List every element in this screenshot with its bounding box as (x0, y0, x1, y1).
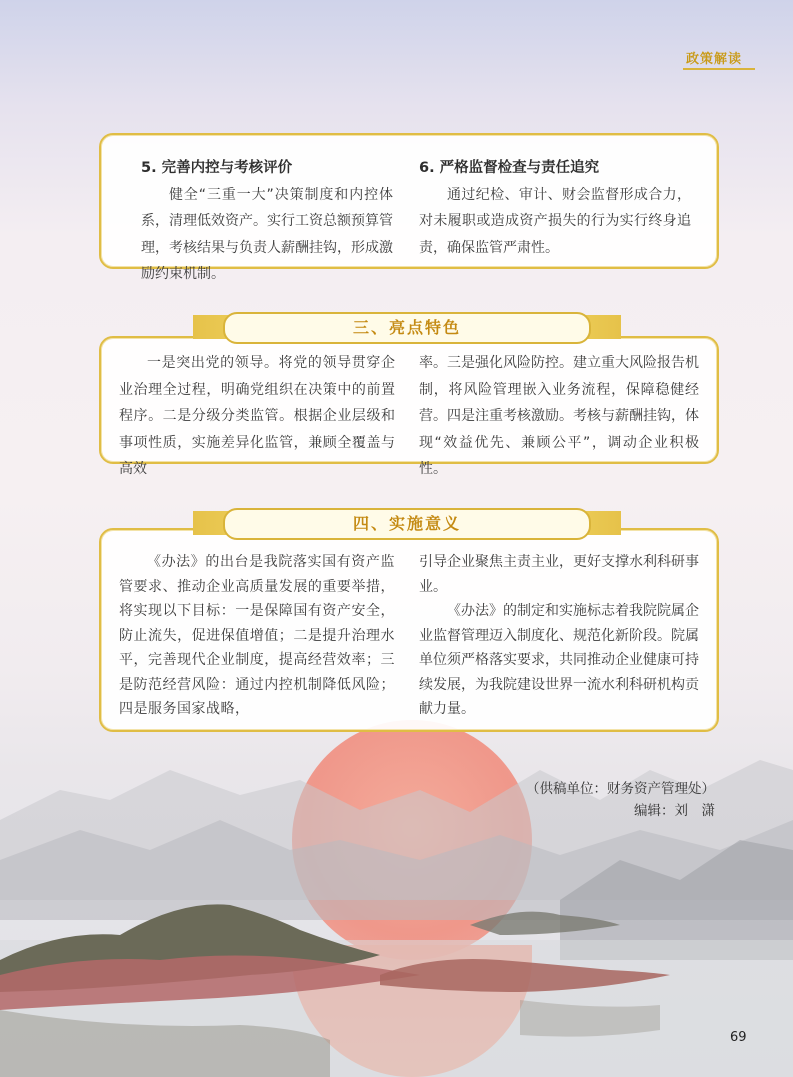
measure-5-text: 健全“三重一大”决策制度和内控体系，清理低效资产。实行工资总额预算管理，考核结果与负责人薪酬挂钩，形成激励约束机制。 (141, 186, 393, 282)
measure-5-column (141, 155, 393, 288)
measure-6-text: 通过纪检、审计、财会监督形成合力，对未履职或造成资产损失的行为实行终身追责，确保监管严肃性。 (419, 186, 691, 256)
section-4-heading: 四、实施意义 (223, 508, 591, 540)
section-tag: 政策解读 (686, 52, 743, 67)
section-tag-underline (683, 68, 755, 70)
article-credits (526, 778, 715, 822)
section-3-heading: 三、亮点特色 (223, 312, 591, 344)
measure-6-title: 6. 严格监督检查与责任追究 (419, 160, 600, 176)
section-4-banner (193, 508, 621, 538)
source-unit: （供稿单位：财务资产管理处） (526, 781, 715, 797)
significance-left-text: 《办法》的出台是我院落实国有资产监管要求、推动企业高质量发展的重要举措，将实现以下目标：一是保障国有资产安全，防止流失，促进保值增值；二是提升治理水平，完善现代企业制度，提高经营效率；三是防范经营风险：通过内控机制降低风险；四是服务国家战略， (119, 554, 395, 717)
significance-card (99, 528, 719, 732)
significance-right-text-1: 引导企业聚焦主责主业，更好支撑水利科研事业。 (419, 554, 699, 595)
significance-right-column (419, 550, 699, 722)
section-3-banner (193, 312, 621, 342)
measures-card (99, 133, 719, 282)
highlights-left-text: 一是突出党的领导。将党的领导贯穿企业治理全过程，明确党组织在决策中的前置程序。二是分级分类监管。根据企业层级和事项性质，实施差异化监管，兼顾全覆盖与高效 (119, 355, 395, 477)
measure-5-title: 5. 完善内控与考核评价 (141, 160, 293, 176)
measure-6-column (419, 155, 691, 261)
highlights-card (99, 336, 719, 477)
highlights-right-text: 率。三是强化风险防控。建立重大风险报告机制，将风险管理嵌入业务流程，保障稳健经营。四是注重考核激励。考核与薪酬挂钩，体现“效益优先、兼顾公平”，调动企业积极性。 (419, 355, 699, 477)
editor-name: 编辑：刘 潇 (634, 803, 715, 819)
page-number: 69 (730, 1030, 747, 1045)
significance-right-text-2: 《办法》的制定和实施标志着我院院属企业监督管理迈入制度化、规范化新阶段。院属单位须严格落实要求，共同推动企业健康可持续发展，为我院建设世界一流水利科研机构贡献力量。 (419, 603, 699, 717)
